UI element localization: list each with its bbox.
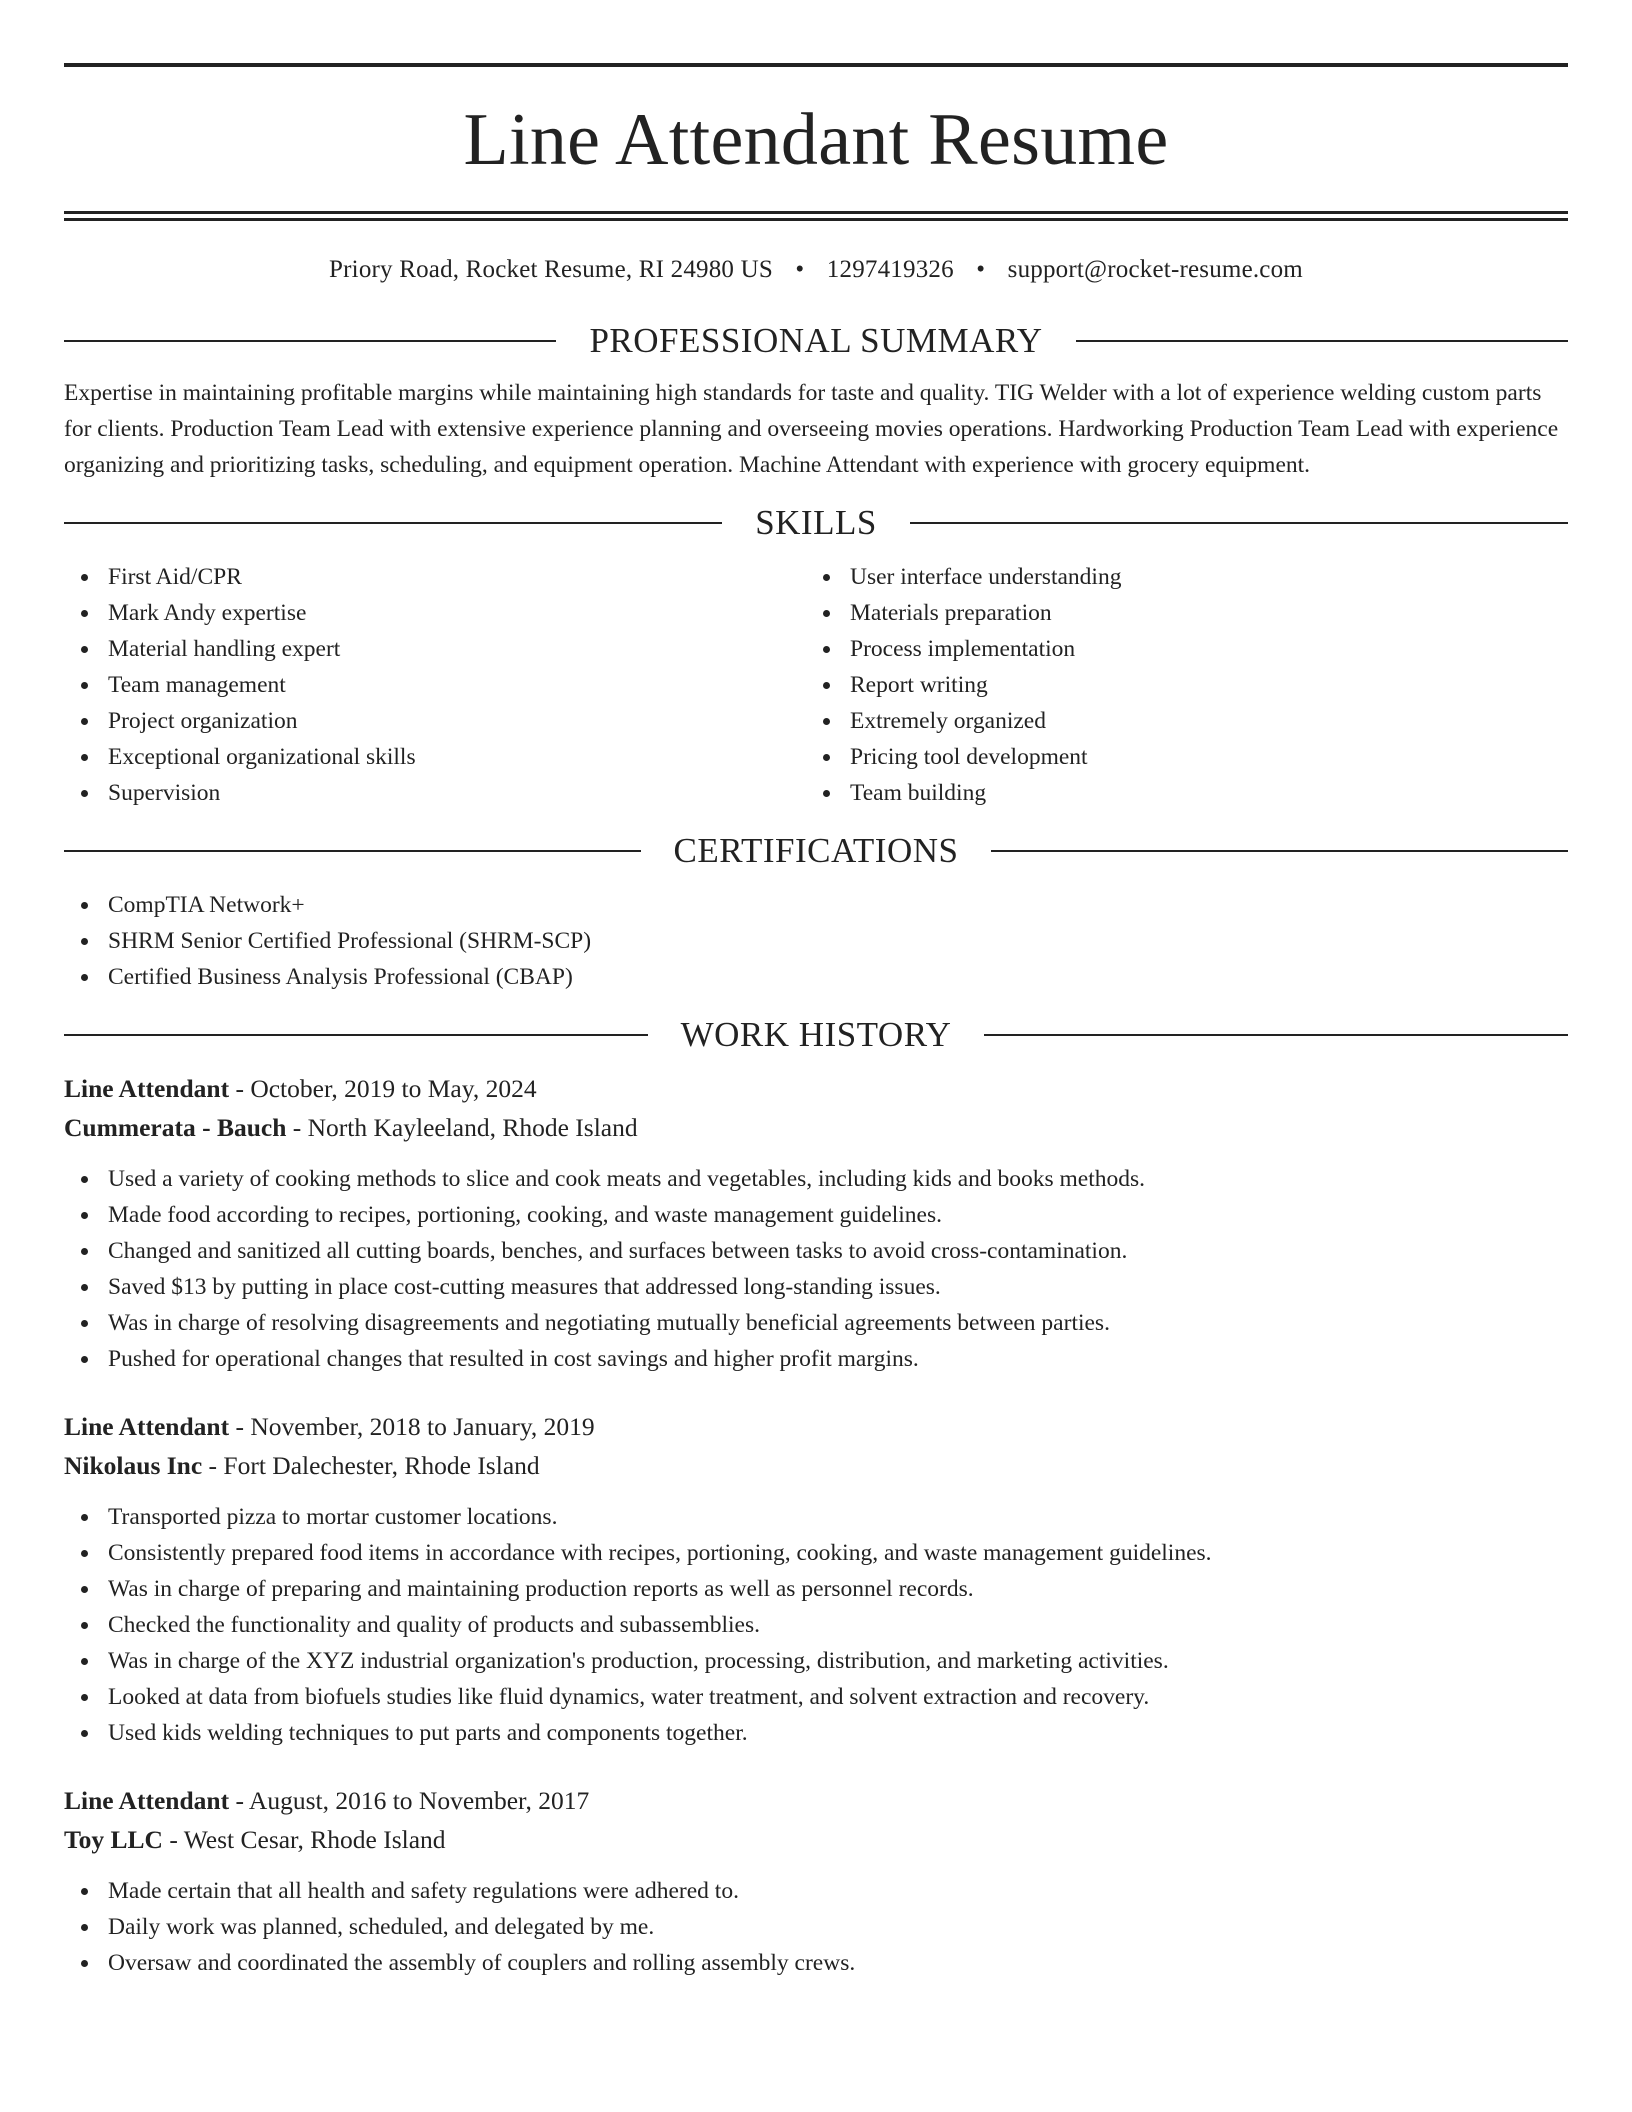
job-dates: - October, 2019 to May, 2024 bbox=[229, 1074, 537, 1103]
job-title-line bbox=[64, 1781, 1568, 1820]
skill-item: Team management bbox=[64, 667, 806, 703]
summary-section-heading bbox=[64, 321, 1568, 361]
heading-rule-left bbox=[64, 340, 556, 342]
skill-item: Report writing bbox=[806, 667, 1548, 703]
resume-title: Line Attendant Resume bbox=[463, 99, 1169, 181]
skill-item: Exceptional organizational skills bbox=[64, 739, 806, 775]
skill-item: Materials preparation bbox=[806, 595, 1548, 631]
job-entry bbox=[64, 1781, 1568, 1981]
summary-text: Expertise in maintaining profitable margins while maintaining high standards for taste and quality. TIG Welder with a lot of experience welding custom parts for clients. Production Team Lead with extensive experience planning and overseeing movies operations. Hardworking Production Team Lead with experience organizing and prioritizing tasks, scheduling, and equipment operation. Machine Attendant with experience with grocery equipment. bbox=[64, 380, 1559, 478]
job-bullet: Pushed for operational changes that resulted in cost savings and higher profit margins. bbox=[64, 1341, 1568, 1377]
job-company-line bbox=[64, 1108, 1568, 1147]
skill-item: Project organization bbox=[64, 703, 806, 739]
job-company-line bbox=[64, 1446, 1568, 1485]
job-bullet: Saved $13 by putting in place cost-cutting measures that addressed long-standing issues. bbox=[64, 1269, 1568, 1305]
skill-item: Mark Andy expertise bbox=[64, 595, 806, 631]
job-company-line bbox=[64, 1820, 1568, 1859]
job-bullet: Made food according to recipes, portioning, cooking, and waste management guidelines. bbox=[64, 1197, 1568, 1233]
job-bullet: Oversaw and coordinated the assembly of couplers and rolling assembly crews. bbox=[64, 1945, 1568, 1981]
heading-rule-left bbox=[64, 850, 641, 852]
job-bullet: Consistently prepared food items in accordance with recipes, portioning, cooking, and waste management guidelines. bbox=[64, 1535, 1568, 1571]
heading-rule-right bbox=[984, 1034, 1568, 1036]
heading-rule-right bbox=[991, 850, 1568, 852]
job-dates: - August, 2016 to November, 2017 bbox=[229, 1786, 590, 1815]
job-entry bbox=[64, 1069, 1568, 1377]
certifications-list bbox=[64, 887, 1568, 995]
job-bullet: Was in charge of resolving disagreements and negotiating mutually beneficial agreements between parties. bbox=[64, 1305, 1568, 1341]
header-top-rule bbox=[64, 63, 1568, 67]
heading-rule-left bbox=[64, 1034, 648, 1036]
skill-item: Material handling expert bbox=[64, 631, 806, 667]
skill-item: Supervision bbox=[64, 775, 806, 811]
job-title: Line Attendant bbox=[64, 1074, 230, 1103]
skill-item: Pricing tool development bbox=[806, 739, 1548, 775]
job-company: Cummerata - Bauch bbox=[64, 1113, 287, 1142]
work-history-section-heading bbox=[64, 1015, 1568, 1055]
job-bullet: Looked at data from biofuels studies like fluid dynamics, water treatment, and solvent extraction and recovery. bbox=[64, 1679, 1568, 1715]
header-double-rule bbox=[64, 211, 1568, 221]
skill-item: Team building bbox=[806, 775, 1548, 811]
contact-separator: • bbox=[795, 256, 805, 283]
job-bullets bbox=[64, 1161, 1568, 1377]
certifications-heading-label: CERTIFICATIONS bbox=[673, 831, 959, 870]
skills-heading-label: SKILLS bbox=[755, 503, 877, 542]
skill-item: First Aid/CPR bbox=[64, 559, 806, 595]
skills-grid bbox=[64, 559, 1568, 811]
job-bullet: Daily work was planned, scheduled, and delegated by me. bbox=[64, 1909, 1568, 1945]
contact-email: support@rocket-resume.com bbox=[1007, 256, 1303, 283]
job-bullets bbox=[64, 1499, 1568, 1751]
job-bullet: Used a variety of cooking methods to slice and cook meats and vegetables, including kids and books methods. bbox=[64, 1161, 1568, 1197]
certifications-section-heading bbox=[64, 831, 1568, 871]
skill-item: Extremely organized bbox=[806, 703, 1548, 739]
job-bullet: Changed and sanitized all cutting boards, benches, and surfaces between tasks to avoid cross-contamination. bbox=[64, 1233, 1568, 1269]
contact-line bbox=[64, 255, 1568, 285]
skill-item: User interface understanding bbox=[806, 559, 1548, 595]
job-bullet: Was in charge of the XYZ industrial organization's production, processing, distribution, and marketing activities. bbox=[64, 1643, 1568, 1679]
heading-rule-right bbox=[910, 522, 1568, 524]
skill-item: Process implementation bbox=[806, 631, 1548, 667]
job-bullet: Transported pizza to mortar customer locations. bbox=[64, 1499, 1568, 1535]
certification-item: CompTIA Network+ bbox=[64, 887, 1568, 923]
job-location: - Fort Dalechester, Rhode Island bbox=[202, 1451, 540, 1480]
job-company: Toy LLC bbox=[64, 1825, 163, 1854]
job-bullets bbox=[64, 1873, 1568, 1981]
contact-separator: • bbox=[976, 256, 986, 283]
job-title-line bbox=[64, 1069, 1568, 1108]
work-history-heading-label: WORK HISTORY bbox=[680, 1015, 952, 1054]
job-title: Line Attendant bbox=[64, 1786, 230, 1815]
contact-phone: 1297419326 bbox=[826, 256, 954, 283]
job-bullet: Used kids welding techniques to put parts and components together. bbox=[64, 1715, 1568, 1751]
skills-column-left bbox=[64, 559, 806, 811]
job-dates: - November, 2018 to January, 2019 bbox=[229, 1412, 595, 1441]
job-location: - North Kayleeland, Rhode Island bbox=[286, 1113, 638, 1142]
resume-page bbox=[64, 63, 1568, 1981]
heading-rule-left bbox=[64, 522, 722, 524]
job-title: Line Attendant bbox=[64, 1412, 230, 1441]
certification-item: SHRM Senior Certified Professional (SHRM-SCP) bbox=[64, 923, 1568, 959]
job-company: Nikolaus Inc bbox=[64, 1451, 203, 1480]
certification-item: Certified Business Analysis Professional (CBAP) bbox=[64, 959, 1568, 995]
heading-rule-right bbox=[1076, 340, 1568, 342]
job-location: - West Cesar, Rhode Island bbox=[162, 1825, 446, 1854]
job-bullet: Was in charge of preparing and maintaining production reports as well as personnel records. bbox=[64, 1571, 1568, 1607]
summary-heading-label: PROFESSIONAL SUMMARY bbox=[589, 321, 1043, 360]
job-title-line bbox=[64, 1407, 1568, 1446]
job-bullet: Checked the functionality and quality of products and subassemblies. bbox=[64, 1607, 1568, 1643]
skills-section-heading bbox=[64, 503, 1568, 543]
job-bullet: Made certain that all health and safety regulations were adhered to. bbox=[64, 1873, 1568, 1909]
skills-column-right bbox=[806, 559, 1548, 811]
contact-address: Priory Road, Rocket Resume, RI 24980 US bbox=[329, 256, 773, 283]
job-entry bbox=[64, 1407, 1568, 1751]
